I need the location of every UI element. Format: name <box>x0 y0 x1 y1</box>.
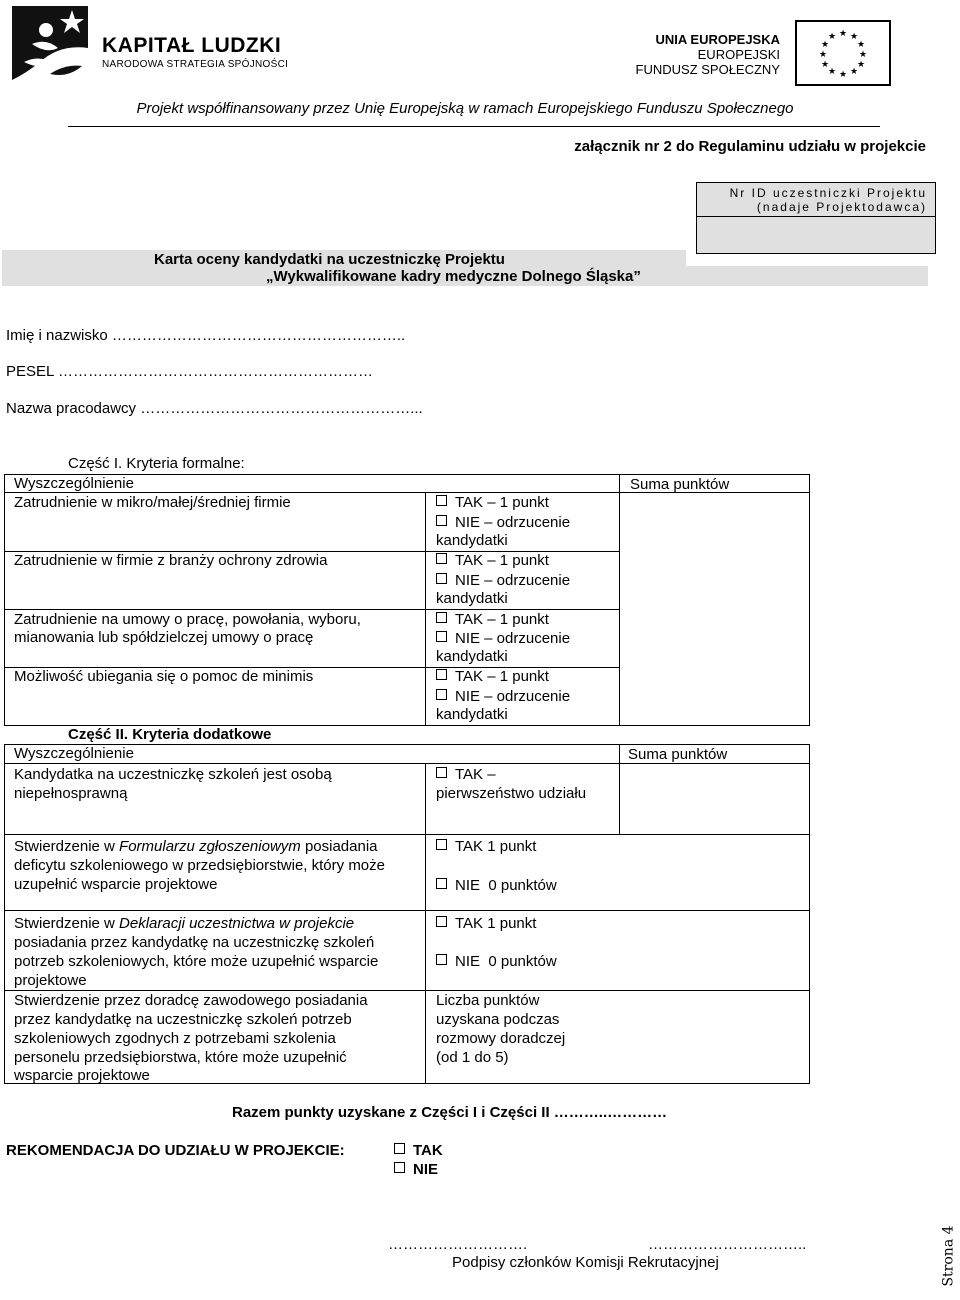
participant-id-label: Nr ID uczestniczki Projektu <box>729 186 927 200</box>
part1-row-3-opt-no[interactable] <box>436 630 570 648</box>
part1-title: Część I. Kryteria formalne: <box>68 455 245 472</box>
part2-row-1-opt-yes-cont: pierwszeństwo udziału <box>436 785 587 802</box>
ue-line1: UNIA EUROPEJSKA <box>655 32 780 47</box>
part2-row-4-note-1: Liczba punktów <box>436 992 540 1009</box>
part1-row-4-opt-no-label: NIE – odrzucenie <box>455 688 571 705</box>
part2-row-2-label-line3: uzupełnić wsparcie projektowe <box>14 876 218 893</box>
kapital-ludzki-subtitle: NARODOWA STRATEGIA SPÓJNOŚCI <box>102 59 289 70</box>
participant-id-sublabel: (nadaje Projektodawca) <box>756 200 927 214</box>
part1-sum-header: Suma punktów <box>630 476 730 493</box>
checkbox-icon <box>436 839 447 850</box>
part2-row-3-opt-yes[interactable] <box>436 915 536 933</box>
part1-header-rule <box>4 492 810 493</box>
svg-text:★: ★ <box>827 67 837 77</box>
part2-row-2-opt-no[interactable] <box>436 877 557 895</box>
checkbox-icon <box>394 1143 405 1154</box>
checkbox-icon <box>436 612 447 623</box>
part1-row-4-opt-no[interactable] <box>436 688 570 706</box>
participant-id-value[interactable] <box>697 217 935 253</box>
part1-row-1-opt-no-label: NIE – odrzucenie <box>455 514 571 531</box>
recommendation-no[interactable] <box>394 1161 438 1178</box>
field-name[interactable]: Imię i nazwisko ………………………………………………….. <box>6 327 406 344</box>
kapital-ludzki-title: KAPITAŁ LUDZKI <box>102 34 282 57</box>
part1-row-2-opt-no-label: NIE – odrzucenie <box>455 572 571 589</box>
part1-row-1-label: Zatrudnienie w mikro/małej/średniej firmie <box>14 494 291 511</box>
part2-row-1-label: Kandydatka na uczestniczkę szkoleń jest osobą <box>14 766 332 783</box>
ue-line3: FUNDUSZ SPOŁECZNY <box>635 62 780 77</box>
svg-text:★: ★ <box>856 40 866 50</box>
part2-row-1-label-cont: niepełnosprawną <box>14 785 128 802</box>
svg-text:★: ★ <box>820 40 830 50</box>
part2-col-divider-1 <box>425 763 426 1084</box>
part1-row-4-opt-yes-label: TAK – 1 punkt <box>455 668 549 685</box>
part1-row-3-opt-no-label: NIE – odrzucenie <box>455 630 571 647</box>
part2-header-rule <box>4 763 810 764</box>
checkbox-icon <box>436 553 447 564</box>
checkbox-icon <box>436 573 447 584</box>
part1-row-4-label: Możliwość ubiegania się o pomoc de minimis <box>14 668 314 685</box>
part1-row-1-opt-no[interactable] <box>436 514 570 532</box>
part1-row-3-opt-yes-label: TAK – 1 punkt <box>455 611 549 628</box>
field-pesel[interactable]: PESEL ……………………………………………………… <box>6 363 373 380</box>
checkbox-icon <box>436 495 447 506</box>
part2-row-1-opt-yes-label: TAK – <box>455 766 496 783</box>
svg-text:★: ★ <box>827 32 837 42</box>
part2-row-3-opt-no[interactable] <box>436 953 557 971</box>
part2-row-4-label-line5: wsparcie projektowe <box>14 1067 150 1084</box>
part2-row-3-label-line4: projektowe <box>14 972 87 989</box>
recommendation-no-label: NIE <box>413 1161 439 1178</box>
signature-line-1[interactable]: ………………………. <box>388 1236 528 1253</box>
checkbox-icon <box>436 954 447 965</box>
part2-row-3-ital: Deklaracji uczestnictwa w projekcie <box>119 915 355 932</box>
part2-row-3-label-line2: posiadania przez kandydatkę na uczestniczkę szkoleń <box>14 934 375 951</box>
part2-col-divider-2 <box>619 744 620 834</box>
field-employer[interactable]: Nazwa pracodawcy ………………………………………………... <box>6 400 423 417</box>
part1-col-header: Wyszczególnienie <box>14 475 134 492</box>
part1-row-4-opt-no-cont: kandydatki <box>436 706 508 723</box>
svg-text:★: ★ <box>818 50 828 60</box>
part2-col-header: Wyszczególnienie <box>14 745 134 762</box>
part2-row-4-label-line3: szkoleniowych zgodnych z potrzebami szkolenia <box>14 1030 336 1047</box>
part2-title: Część II. Kryteria dodatkowe <box>68 726 272 743</box>
card-title-line2: „Wykwalifikowane kadry medyczne Dolnego Śląska” <box>266 268 641 285</box>
svg-text:★: ★ <box>856 60 866 70</box>
part2-sum-header: Suma punktów <box>628 746 728 763</box>
part1-row-2-opt-no[interactable] <box>436 572 570 590</box>
svg-text:★: ★ <box>858 50 868 60</box>
part2-row-3-opt-no-label: NIE 0 punktów <box>455 953 557 970</box>
part2-row-2-pre: Stwierdzenie w <box>14 838 120 855</box>
part2-row-3-opt-yes-label: TAK 1 punkt <box>455 915 537 932</box>
part1-row-1-opt-yes[interactable] <box>436 494 549 512</box>
svg-text:★: ★ <box>838 70 848 80</box>
checkbox-icon <box>436 916 447 927</box>
part2-row-rule <box>4 910 810 911</box>
checkbox-icon <box>436 689 447 700</box>
checkbox-icon <box>436 669 447 680</box>
participant-id-caption <box>697 183 935 217</box>
participant-id-box <box>696 182 936 254</box>
checkbox-icon <box>436 767 447 778</box>
part2-row-3-label <box>14 915 354 933</box>
page-number: Strona 4 <box>940 1225 957 1287</box>
part2-row-rule <box>4 990 810 991</box>
part1-row-4-opt-yes[interactable] <box>436 668 549 686</box>
header-rule <box>68 126 880 127</box>
part2-row-4-label-line2: przez kandydatkę na uczestniczkę szkoleń potrzeb <box>14 1011 352 1028</box>
part2-row-4-note-4: (od 1 do 5) <box>436 1049 509 1066</box>
recommendation-yes[interactable] <box>394 1142 443 1159</box>
part1-row-3-opt-no-cont: kandydatki <box>436 648 508 665</box>
part1-row-1-opt-no-cont: kandydatki <box>436 532 508 549</box>
svg-text:★: ★ <box>849 32 859 42</box>
svg-text:★: ★ <box>849 67 859 77</box>
attachment-note: załącznik nr 2 do Regulaminu udziału w projekcie <box>574 138 926 155</box>
part2-row-4-note-3: rozmowy doradczej <box>436 1030 566 1047</box>
checkbox-icon <box>394 1162 405 1173</box>
part1-col-divider-2 <box>619 474 620 726</box>
part2-row-3-pre: Stwierdzenie w <box>14 915 120 932</box>
svg-text:★: ★ <box>820 60 830 70</box>
signature-line-2[interactable]: ………………………….. <box>648 1236 807 1253</box>
part1-row-3-opt-yes[interactable] <box>436 611 549 629</box>
checkbox-icon <box>436 631 447 642</box>
part2-row-2-post: posiadania <box>300 838 378 855</box>
ue-logo <box>630 20 890 84</box>
part2-row-2-label <box>14 838 378 856</box>
recommendation-label: REKOMENDACJA DO UDZIAŁU W PROJEKCIE: <box>6 1142 345 1159</box>
part1-row-3-label: Zatrudnienie na umowy o pracę, powołania, wyboru, <box>14 611 361 628</box>
part1-row-3-label-cont: mianowania lub spółdzielczej umowy o pracę <box>14 629 314 646</box>
part2-row-4-label-line1: Stwierdzenie przez doradcę zawodowego posiadania <box>14 992 368 1009</box>
part2-row-3-label-line3: potrzeb szkoleniowych, które może uzupełnić wsparcie <box>14 953 379 970</box>
part2-row-2-opt-no-label: NIE 0 punktów <box>455 877 557 894</box>
part2-row-1-opt-yes[interactable] <box>436 766 496 784</box>
recommendation-yes-label: TAK <box>413 1142 443 1159</box>
part1-row-2-opt-yes[interactable] <box>436 552 549 570</box>
card-title-line1: Karta oceny kandydatki na uczestniczkę Projektu <box>154 251 505 268</box>
part2-row-2-opt-yes-label: TAK 1 punkt <box>455 838 537 855</box>
ue-line2: EUROPEJSKI <box>697 47 780 62</box>
cofinance-note: Projekt współfinansowany przez Unię Europejską w ramach Europejskiego Funduszu Społecznego <box>136 100 794 117</box>
part2-row-2-ital: Formularzu zgłoszeniowym <box>119 838 301 855</box>
svg-text:★: ★ <box>838 29 848 39</box>
part1-row-rule <box>4 609 619 610</box>
kapital-ludzki-logo <box>10 4 310 84</box>
signature-caption: Podpisy członków Komisji Rekrutacyjnej <box>452 1254 719 1271</box>
part1-row-2-opt-no-cont: kandydatki <box>436 590 508 607</box>
part2-row-2-opt-yes[interactable] <box>436 838 536 856</box>
part2-row-rule <box>4 834 810 835</box>
eu-flag-icon <box>795 20 891 86</box>
part1-row-1-opt-yes-label: TAK – 1 punkt <box>455 494 549 511</box>
part2-row-4-note-2: uzyskana podczas <box>436 1011 560 1028</box>
part1-row-2-label: Zatrudnienie w firmie z branży ochrony zdrowia <box>14 552 328 569</box>
part2-row-2-label-line2: deficytu szkoleniowego w przedsiębiorstwie, który może <box>14 857 385 874</box>
kapital-ludzki-emblem <box>10 4 90 82</box>
checkbox-icon <box>436 515 447 526</box>
part1-row-2-opt-yes-label: TAK – 1 punkt <box>455 552 549 569</box>
checkbox-icon <box>436 878 447 889</box>
part2-row-4-label-line4: personelu przedsiębiorstwa, które może uzupełnić <box>14 1049 347 1066</box>
total-points: Razem punkty uzyskane z Części I i Części II ………..………… <box>232 1104 668 1121</box>
